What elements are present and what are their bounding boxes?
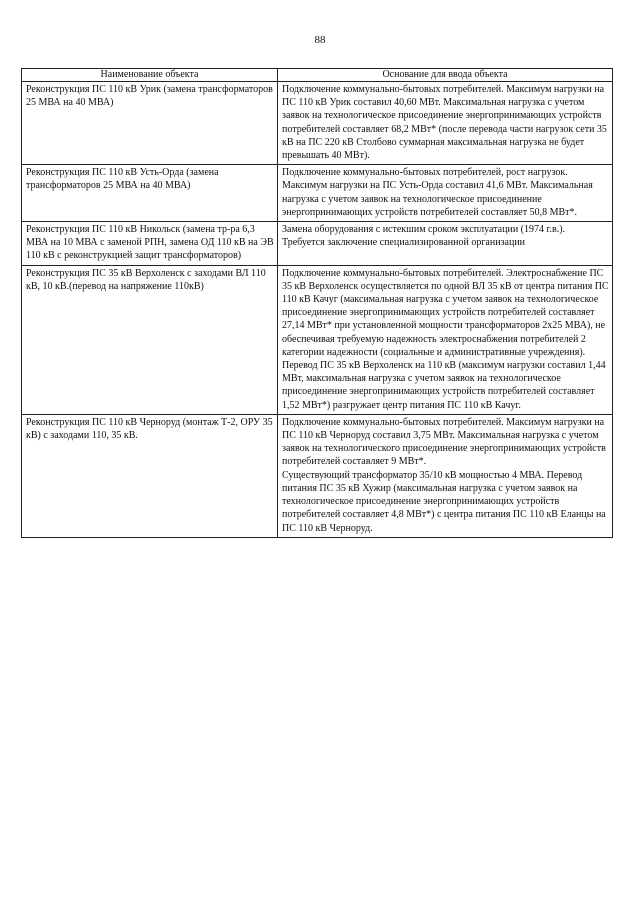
page-number: 88 [314, 34, 326, 46]
objects-table [21, 68, 613, 538]
object-name-cell: Реконструкция ПС 110 кВ Никольск (замена тр-ра 6,3 МВА на 10 МВА с заменой РПН, замена ОД 110 кВ на ЭВ 110 кВ с реконструкцией защит трансформаторов) [22, 222, 278, 266]
object-name-cell: Реконструкция ПС 35 кВ Верхоленск с заходами ВЛ 110 кВ, 10 кВ.(перевод на напряжение 110кВ) [22, 265, 278, 414]
table-header-row [22, 69, 613, 82]
object-name-cell: Реконструкция ПС 110 кВ Урик (замена трансформаторов 25 МВА на 40 МВА) [22, 82, 278, 165]
object-name-cell: Реконструкция ПС 110 кВ Черноруд (монтаж Т-2, ОРУ 35 кВ) с заходами 110, 35 кВ. [22, 414, 278, 537]
basis-cell: Подключение коммунально-бытовых потребителей. Максимум нагрузки на ПС 110 кВ Черноруд составил 3,75 МВт. Максимальная нагрузка с учетом заявок на технологического присоединение энергопринимающих устройств потребителей составляет 9 МВт*. Существующий трансформатор 35/10 кВ мощностью 4 МВА. Перевод питания ПС 35 кВ Хужир (максимальная нагрузка с учетом заявок на технологическое присоединение энергопринимающих устройств потребителей составляет 4,8 МВт*) с центра питания ПС 110 кВ Еланцы на ПС 110 кВ Черноруд. [278, 414, 613, 537]
table-row [22, 265, 613, 414]
basis-cell: Замена оборудования с истекшим сроком эксплуатации (1974 г.в.). Требуется заключение специализированной организации [278, 222, 613, 266]
table-row [22, 82, 613, 165]
table-row [22, 222, 613, 266]
table-row [22, 165, 613, 222]
basis-cell: Подключение коммунально-бытовых потребителей, рост нагрузок. Максимум нагрузки на ПС Усть-Орда составил 41,6 МВт. Максимальная нагрузка с учетом заявок на технологическое присоединение энергопринимающих устройств потребителей составляет 50,8 МВт*. [278, 165, 613, 222]
basis-cell: Подключение коммунально-бытовых потребителей. Максимум нагрузки на ПС 110 кВ Урик составил 40,60 МВт. Максимальная нагрузка с учетом заявок на технологическое присоединение энергопринимающих устройств потребителей составляет 68,2 МВт* (после перевода части нагрузок сети 35 кВ на ПС 220 кВ Столбово суммарная максимальная нагрузка не будет превышать 40 МВт). [278, 82, 613, 165]
header-object-name: Наименование объекта [22, 69, 278, 82]
table-row [22, 414, 613, 537]
basis-cell: Подключение коммунально-бытовых потребителей. Электроснабжение ПС 35 кВ Верхоленск осуществляется по одной ВЛ 35 кВ от центра питания ПС 110 кВ Качуг (максимальная нагрузка с учетом заявок на технологическое присоединение энергопринимающих устройств потребителей составляет 27,14 МВт* при установленной мощности трансформаторов 2х25 МВА), не обеспечивая требуемую надежность электроснабжения потребителей 2 категории надежности (социальные и административные учреждения). Перевод ПС 35 кВ Верхоленск на 110 кВ (максимум нагрузки составил 1,44 МВт, максимальная нагрузка с учетом заявок на технологическое присоединение энергопринимающих устройств потребителей составляет 1,52 МВт*) разгружает центр питания ПС 110 кВ Качуг. [278, 265, 613, 414]
header-basis: Основание для ввода объекта [278, 69, 613, 82]
object-name-cell: Реконструкция ПС 110 кВ Усть-Орда (замена трансформаторов 25 МВА на 40 МВА) [22, 165, 278, 222]
